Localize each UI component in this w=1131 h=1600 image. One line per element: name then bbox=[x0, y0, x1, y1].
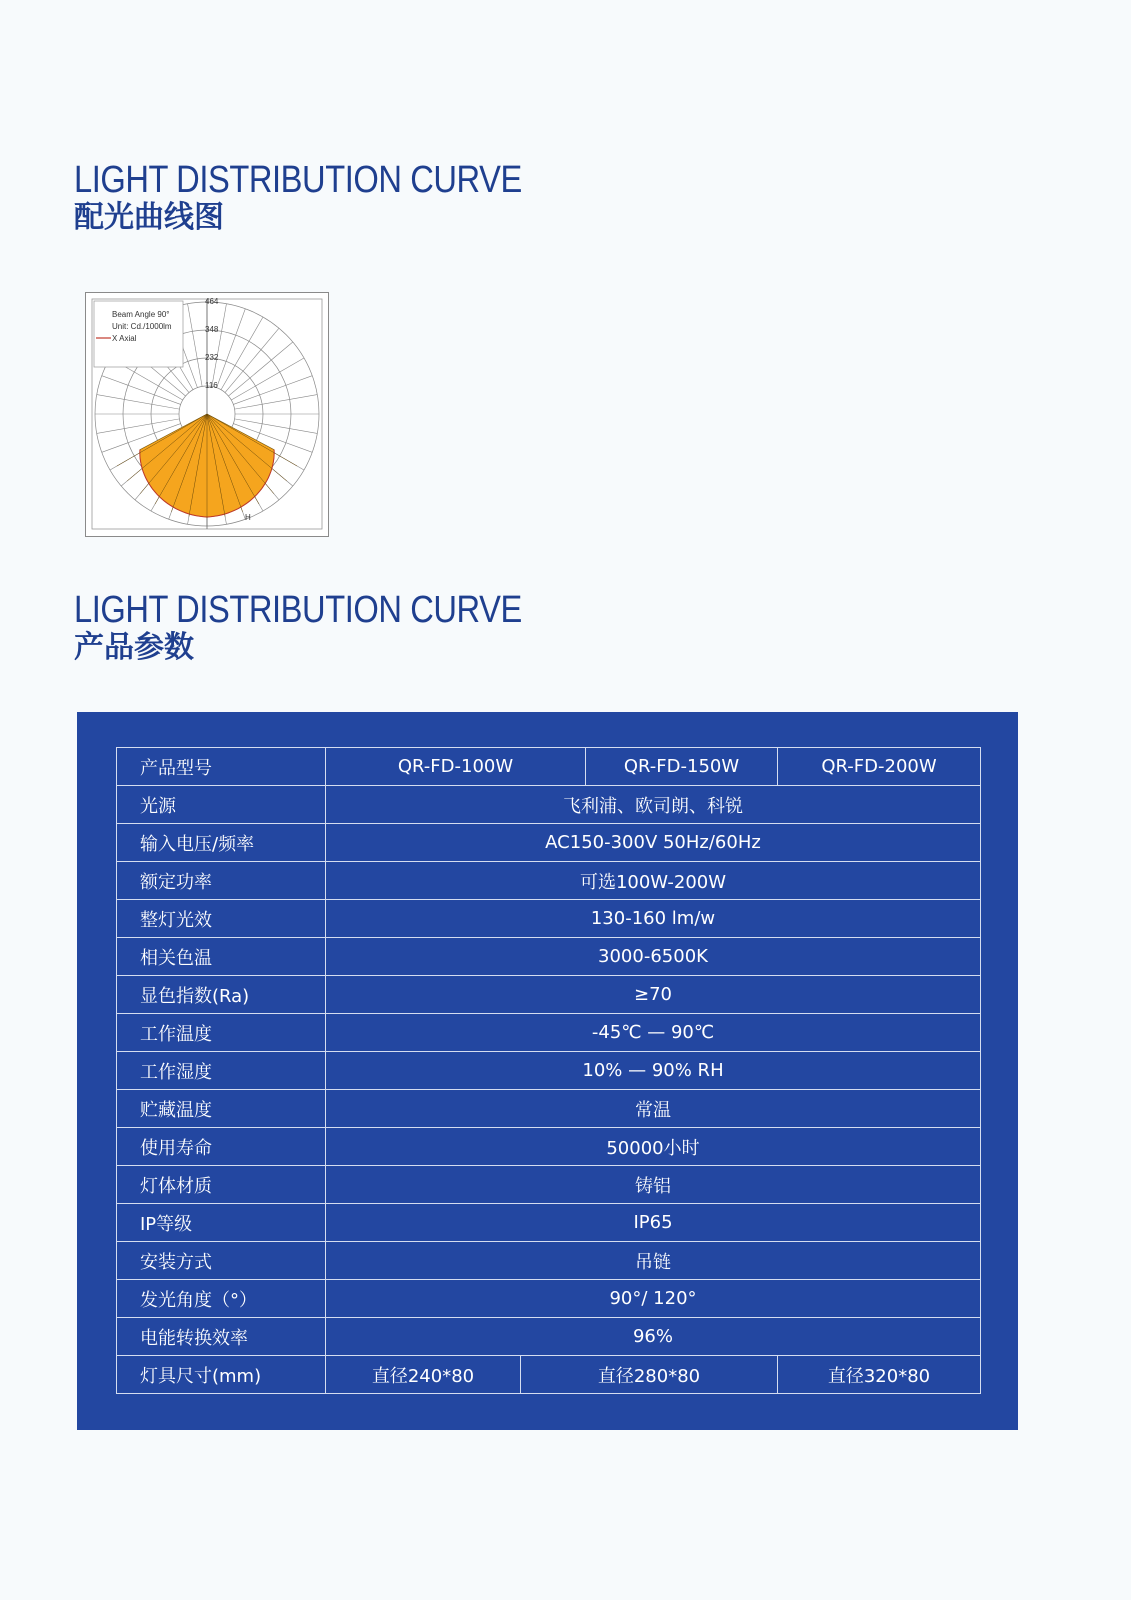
row-value: 常温 bbox=[326, 1090, 981, 1128]
table-row bbox=[117, 1052, 981, 1090]
model-100w: QR-FD-100W bbox=[326, 748, 586, 786]
model-150w: QR-FD-150W bbox=[586, 748, 778, 786]
row-value: 50000小时 bbox=[326, 1128, 981, 1166]
row-label: 发光角度（°） bbox=[117, 1280, 326, 1318]
spec-rows bbox=[117, 786, 981, 1356]
table-row bbox=[117, 862, 981, 900]
row-value: 10% — 90% RH bbox=[326, 1052, 981, 1090]
row-value: 90°/ 120° bbox=[326, 1280, 981, 1318]
row-value: AC150-300V 50Hz/60Hz bbox=[326, 824, 981, 862]
size-row bbox=[117, 1356, 981, 1394]
row-label: 相关色温 bbox=[117, 938, 326, 976]
row-value: 130-160 lm/w bbox=[326, 900, 981, 938]
table-row bbox=[117, 900, 981, 938]
table-row bbox=[117, 1242, 981, 1280]
table-row bbox=[117, 1204, 981, 1242]
model-200w: QR-FD-200W bbox=[778, 748, 981, 786]
row-label: 输入电压/频率 bbox=[117, 824, 326, 862]
size-150w: 直径280*80 bbox=[521, 1356, 778, 1394]
row-label: 额定功率 bbox=[117, 862, 326, 900]
row-label: 安装方式 bbox=[117, 1242, 326, 1280]
legend-unit: Unit: Cd./1000lm bbox=[112, 322, 172, 331]
legend-x-axial: X Axial bbox=[112, 334, 137, 343]
row-label: 灯体材质 bbox=[117, 1166, 326, 1204]
row-value: 铸铝 bbox=[326, 1166, 981, 1204]
table-row bbox=[117, 786, 981, 824]
row-label: 光源 bbox=[117, 786, 326, 824]
section-title-zh: 配光曲线图 bbox=[74, 200, 224, 235]
row-label: 整灯光效 bbox=[117, 900, 326, 938]
table-row bbox=[117, 1128, 981, 1166]
table-header-row bbox=[117, 748, 981, 786]
row-label: 工作湿度 bbox=[117, 1052, 326, 1090]
size-100w: 直径240*80 bbox=[326, 1356, 521, 1394]
table-row bbox=[117, 976, 981, 1014]
polar-chart bbox=[86, 293, 328, 536]
legend-beam-angle: Beam Angle 90° bbox=[112, 310, 170, 319]
ring-label-348: 348 bbox=[205, 325, 219, 334]
size-200w: 直径320*80 bbox=[778, 1356, 981, 1394]
row-label: 工作温度 bbox=[117, 1014, 326, 1052]
row-value: ≥70 bbox=[326, 976, 981, 1014]
section-title-en: LIGHT DISTRIBUTION CURVE bbox=[74, 589, 522, 631]
row-label: 使用寿命 bbox=[117, 1128, 326, 1166]
section-title-zh: 产品参数 bbox=[74, 630, 194, 665]
table-row bbox=[117, 824, 981, 862]
row-value: 3000-6500K bbox=[326, 938, 981, 976]
table-row bbox=[117, 1166, 981, 1204]
table-row bbox=[117, 1090, 981, 1128]
table-row bbox=[117, 1014, 981, 1052]
row-value: 吊链 bbox=[326, 1242, 981, 1280]
ring-label-464: 464 bbox=[205, 297, 219, 306]
header-label: 产品型号 bbox=[117, 748, 326, 786]
spec-panel bbox=[77, 712, 1018, 1430]
row-label: 显色指数(Ra) bbox=[117, 976, 326, 1014]
light-distribution-diagram bbox=[85, 292, 329, 537]
row-value: 96% bbox=[326, 1318, 981, 1356]
section-title-en: LIGHT DISTRIBUTION CURVE bbox=[74, 159, 522, 201]
spec-table bbox=[116, 747, 981, 1394]
table-row bbox=[117, 938, 981, 976]
row-value: IP65 bbox=[326, 1204, 981, 1242]
table-row bbox=[117, 1280, 981, 1318]
section-title-parameters bbox=[74, 590, 595, 666]
row-label: 电能转换效率 bbox=[117, 1318, 326, 1356]
ring-label-232: 232 bbox=[205, 353, 219, 362]
size-label: 灯具尺寸(mm) bbox=[117, 1356, 326, 1394]
row-label: 贮藏温度 bbox=[117, 1090, 326, 1128]
row-value: 飞利浦、欧司朗、科锐 bbox=[326, 786, 981, 824]
table-row bbox=[117, 1318, 981, 1356]
section-title-distribution bbox=[74, 160, 595, 236]
row-label: IP等级 bbox=[117, 1204, 326, 1242]
h-label: H bbox=[245, 513, 251, 522]
row-value: -45℃ — 90℃ bbox=[326, 1014, 981, 1052]
ring-label-116: 116 bbox=[205, 381, 218, 390]
row-value: 可选100W-200W bbox=[326, 862, 981, 900]
